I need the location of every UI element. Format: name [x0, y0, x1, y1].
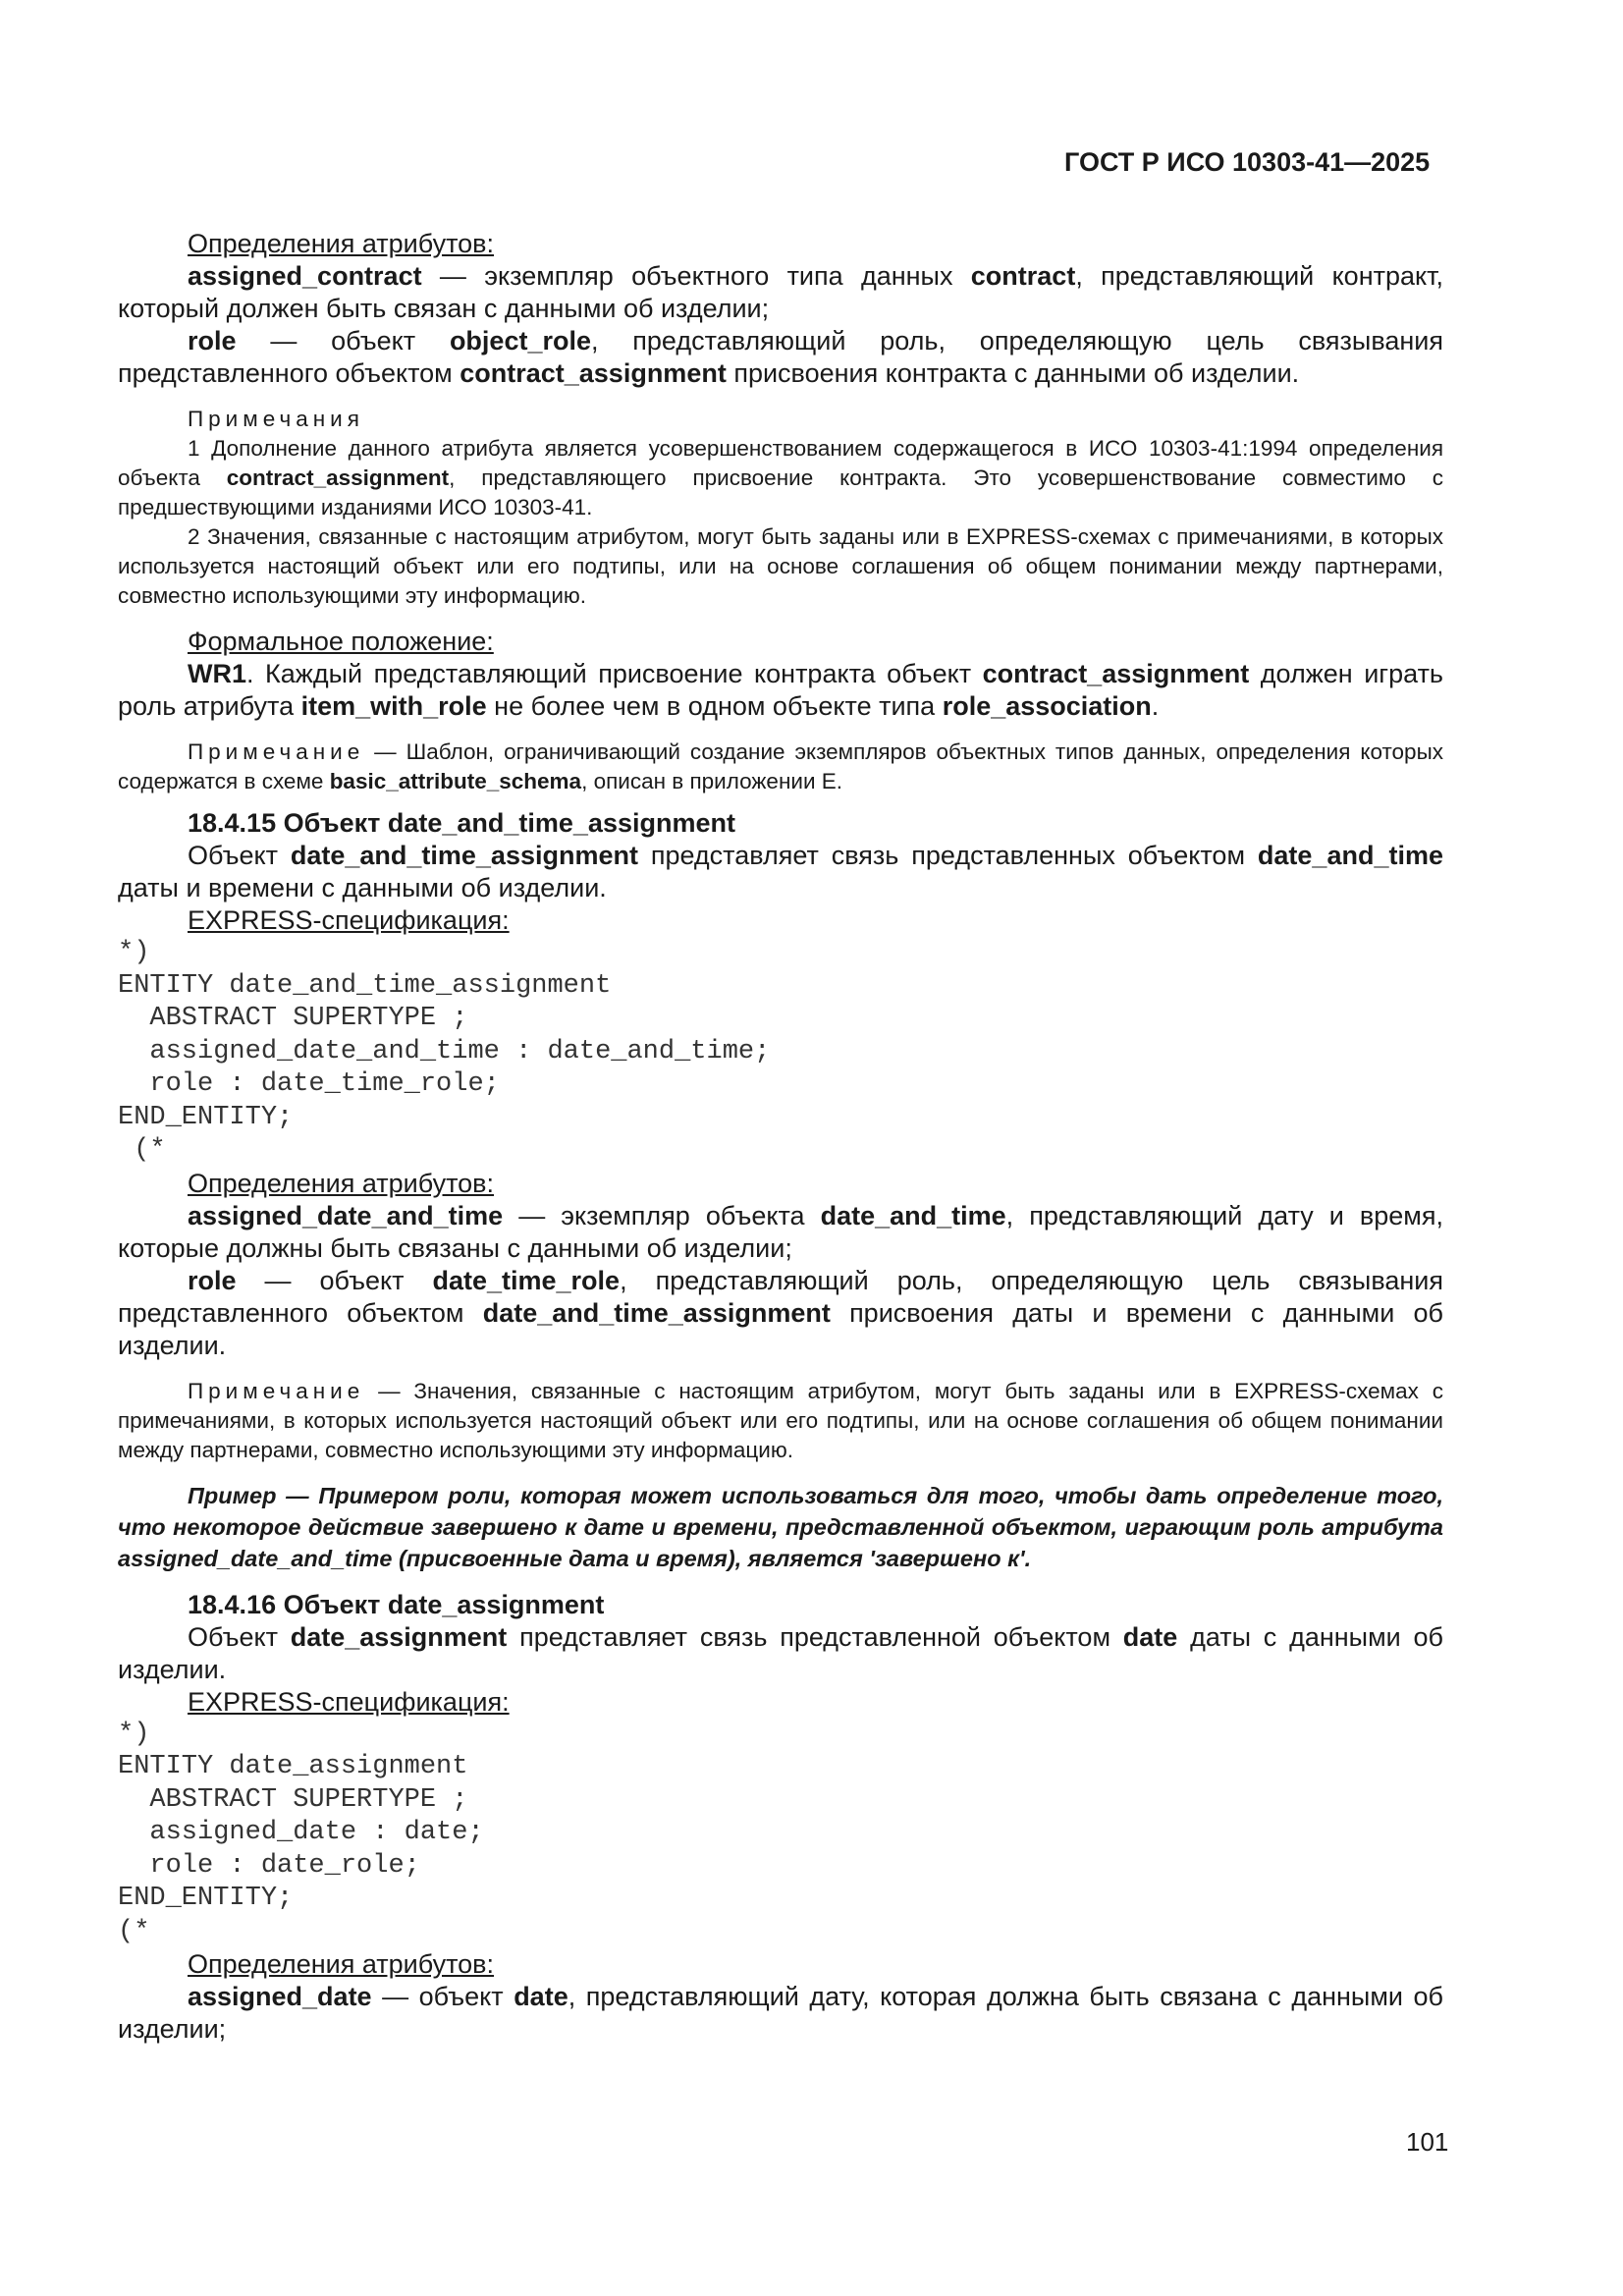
text-run: присвоения контракта с данными об изделии.	[726, 358, 1300, 388]
attr-def-assigned-date	[118, 1981, 1443, 2046]
text-run: . Каждый представляющий присвоение контракта объект	[246, 659, 983, 688]
express-code-block: *) ENTITY date_assignment ABSTRACT SUPERTYPE ; assigned_date : date; role : date_role; END_ENTITY; (*	[118, 1719, 484, 1946]
bold-term: date	[1122, 1621, 1178, 1652]
text-run: не более чем в одном объекте типа	[486, 691, 943, 721]
bold-term: item_with_role	[300, 691, 487, 721]
bold-term: role_association	[942, 691, 1152, 721]
bold-term: date_and_time	[820, 1200, 1006, 1230]
text-run: — Шаблон, ограничивающий создание экземпляров объектных типов данных, определения которых содержатся в схеме	[118, 739, 1443, 793]
bold-term: contract_assignment	[982, 659, 1250, 688]
note-label: Примечание	[188, 1378, 365, 1403]
bold-term: object_role	[449, 326, 591, 355]
notes-label: Примечания	[188, 407, 364, 431]
section-heading-18-4-16: 18.4.16 Объект date_assignment	[188, 1589, 605, 1619]
bold-term: date_and_time_assignment	[290, 841, 638, 870]
text-run: — экземпляр объектного типа данных	[421, 261, 971, 291]
text-run: .	[1151, 691, 1160, 721]
bold-term: assigned_date	[188, 1982, 372, 2011]
section-intro	[118, 1621, 1443, 1686]
attr-def-assigned-date-and-time	[118, 1200, 1443, 1265]
bold-term: date_and_time	[1257, 841, 1443, 870]
express-spec-label: EXPRESS-спецификация:	[188, 905, 510, 935]
note-template	[118, 738, 1443, 796]
bold-term: assigned_date_and_time	[188, 1200, 504, 1230]
bold-term: WR1	[188, 659, 246, 688]
bold-term: contract_assignment	[460, 358, 727, 388]
attr-def-role	[118, 1265, 1443, 1362]
text-run: — объект	[236, 326, 450, 355]
notes-block	[118, 405, 1443, 611]
note-label: Примечание	[188, 739, 365, 764]
bold-term: role	[188, 326, 237, 355]
text-run: , описан в приложении E.	[581, 769, 843, 793]
bold-term: assigned_contract	[188, 261, 422, 291]
text-run: представляет связь представленных объектом	[637, 841, 1258, 870]
text-run: присвоения даты и времени с данными об изделии.	[118, 1297, 1443, 1360]
example-paragraph: Пример — Примером роли, которая может использоваться для того, чтобы дать определение того, что некоторое действие завершено к дате и времени, представленной объектом, играющим роль атрибута assigned_date_and_time (присвоенные дата и время), является 'завершено к'.	[118, 1482, 1443, 1571]
text-run: даты и времени с данными об изделии.	[118, 873, 607, 902]
section-heading-18-4-15: 18.4.15 Объект date_and_time_assignment	[188, 808, 735, 838]
note-values	[118, 1377, 1443, 1465]
attr-defs-label: Определения атрибутов:	[188, 229, 495, 258]
note-1	[118, 434, 1443, 522]
text-run: , представляющий роль, определяющую цель связывания представленного объектом	[118, 1265, 1444, 1328]
express-code-block: *) ENTITY date_and_time_assignment ABSTRACT SUPERTYPE ; assigned_date_and_time : date_and_time; role : date_time_role; END_ENTITY; (*	[118, 938, 771, 1165]
text-run: Объект	[188, 841, 291, 870]
bold-term: date_assignment	[290, 1621, 508, 1652]
document-id-header: ГОСТ Р ИСО 10303-41—2025	[1064, 147, 1431, 177]
bold-term: basic_attribute_schema	[329, 769, 582, 793]
text-run: — Значения, связанные с настоящим атрибутом, могут быть заданы или в EXPRESS-схемах с примечаниями, в которых используется настоящий объект или его подтипы, или на основе соглашения об общем понимании между партнерами, совместно использующими эту информацию.	[118, 1378, 1443, 1462]
bold-term: date	[514, 1982, 568, 2011]
attr-def-assigned-contract	[118, 260, 1443, 325]
text-run: 2 Значения, связанные с настоящим атрибутом, могут быть заданы или в EXPRESS-схемах с примечаниями, в которых используется настоящий объект или его подтипы, или на основе соглашения об общем понимании между партнерами, совместно использующими эту информацию.	[118, 524, 1443, 608]
note-2	[118, 522, 1443, 611]
text-run: представляет связь представленной объектом	[507, 1621, 1123, 1652]
text-run: — объект	[371, 1982, 514, 2011]
text-run: — объект	[236, 1265, 433, 1295]
text-run: , представляющий контракт, который должен быть связан с данными об изделии;	[118, 261, 1443, 323]
text-run: даты с данными об изделии.	[118, 1621, 1443, 1684]
attr-defs-label: Определения атрибутов:	[188, 1949, 495, 1979]
text-run: 1 Дополнение данного атрибута является усовершенствованием содержащегося в ИСО 10303-41:1994 определения объекта	[118, 436, 1443, 490]
formal-proposition-label: Формальное положение:	[188, 627, 494, 656]
section-intro	[118, 840, 1443, 904]
bold-term: date_time_role	[432, 1265, 621, 1295]
attr-def-role	[118, 325, 1443, 390]
express-spec-label: EXPRESS-спецификация:	[188, 1686, 510, 1717]
page-number: 101	[1406, 2127, 1449, 2157]
page-content	[118, 228, 1443, 2046]
text-run: , представляющий дату и время, которые должны быть связаны с данными об изделии;	[118, 1200, 1443, 1263]
text-run: Объект	[188, 1621, 291, 1652]
text-run: , представляющего присвоение контракта. Это усовершенствование совместимо с предшествующими изданиями ИСО 10303-41.	[118, 465, 1443, 519]
bold-term: contract	[970, 261, 1076, 291]
bold-term: date_and_time_assignment	[482, 1297, 831, 1328]
text-run: должен играть роль атрибута	[118, 659, 1443, 721]
bold-term: contract_assignment	[226, 465, 450, 490]
bold-term: role	[188, 1265, 237, 1295]
text-run: , представляющий дату, которая должна быть связана с данными об изделии;	[118, 1982, 1443, 2044]
wr1-rule	[118, 658, 1443, 723]
text-run: , представляющий роль, определяющую цель связывания представленного объектом	[118, 326, 1443, 388]
text-run: — экземпляр объекта	[503, 1200, 821, 1230]
attr-defs-label: Определения атрибутов:	[188, 1168, 495, 1198]
